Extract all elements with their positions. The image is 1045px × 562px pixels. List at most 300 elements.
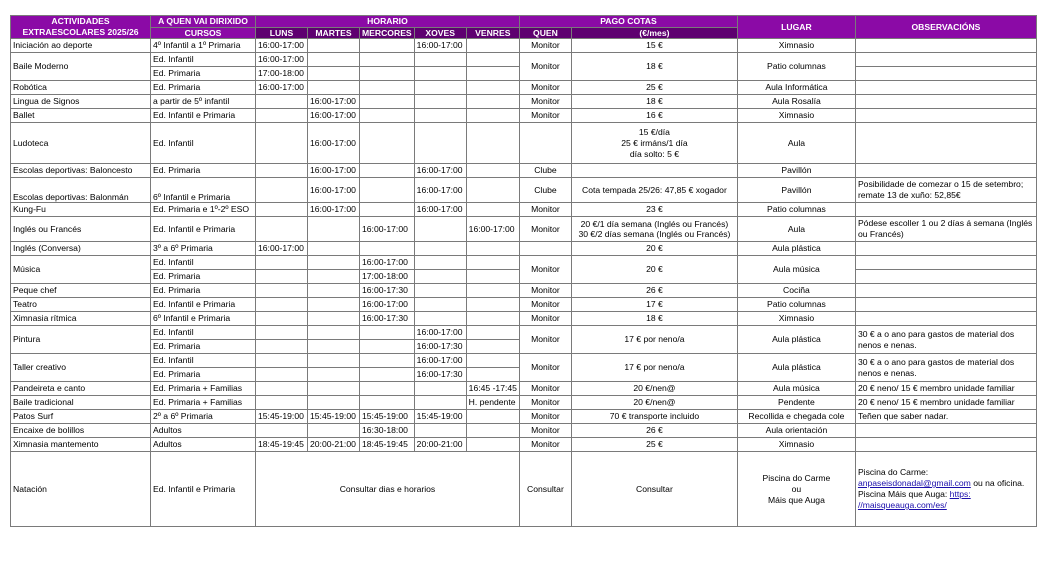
header-notes: OBSERVACIÓNS [855, 16, 1036, 39]
time-venres [466, 123, 519, 164]
course-cell: Ed. Infantil e Primaria [151, 452, 256, 527]
table-row [11, 123, 1037, 164]
course-cell: 6º Infantil e Primaria [151, 178, 256, 203]
course-cell: Ed. Primaria [151, 284, 256, 298]
who-cell: Monitor [519, 354, 571, 382]
who-cell: Monitor [519, 53, 571, 81]
place-cell: Aula [737, 217, 855, 242]
time-xoves: 20:00-21:00 [414, 438, 466, 452]
table-row [11, 109, 1037, 123]
course-cell: Ed. Primaria [151, 270, 256, 284]
notes-cell [855, 164, 1036, 178]
place-cell: Pavillón [737, 178, 855, 203]
time-martes [308, 242, 360, 256]
time-venres [466, 340, 519, 354]
fee-cell [571, 217, 737, 242]
place-cell: Aula plástica [737, 326, 855, 354]
activity-name: Peque chef [11, 284, 151, 298]
fee-cell: 20 € [571, 256, 737, 284]
course-cell: Ed. Infantil [151, 354, 256, 368]
time-luns [256, 326, 308, 340]
schedule-cell: Consultar dias e horarios [256, 452, 520, 527]
time-mercores: 16:00-17:30 [360, 284, 415, 298]
activity-name: Natación [11, 452, 151, 527]
time-venres [466, 203, 519, 217]
header-who: QUEN [519, 27, 571, 39]
notes-cell [855, 270, 1036, 284]
table-row [11, 424, 1037, 438]
place-cell: Pavillón [737, 164, 855, 178]
time-martes: 16:00-17:00 [308, 178, 360, 203]
fee-cell: 25 € [571, 81, 737, 95]
fee-cell: 70 € transporte incluido [571, 410, 737, 424]
time-xoves [414, 109, 466, 123]
fee-cell [571, 123, 737, 164]
place-cell: Patio columnas [737, 53, 855, 81]
time-venres [466, 164, 519, 178]
time-venres [466, 438, 519, 452]
fee-cell: 16 € [571, 109, 737, 123]
notes-cell [855, 256, 1036, 270]
course-cell: Adultos [151, 424, 256, 438]
activity-name: Ximnasia mantemento [11, 438, 151, 452]
time-venres [466, 284, 519, 298]
fee-cell: 15 € [571, 39, 737, 53]
fee-cell: 26 € [571, 284, 737, 298]
notes-cell: Teñen que saber nadar. [855, 410, 1036, 424]
table-row [11, 382, 1037, 396]
time-mercores [360, 382, 415, 396]
time-martes [308, 256, 360, 270]
time-venres [466, 39, 519, 53]
time-martes [308, 368, 360, 382]
time-martes [308, 312, 360, 326]
time-luns: 16:00-17:00 [256, 81, 308, 95]
time-mercores [360, 178, 415, 203]
time-luns [256, 424, 308, 438]
table-row [11, 95, 1037, 109]
who-cell: Monitor [519, 81, 571, 95]
who-cell: Monitor [519, 298, 571, 312]
time-martes [308, 39, 360, 53]
time-venres [466, 354, 519, 368]
place-cell: Aula música [737, 382, 855, 396]
table-row [11, 410, 1037, 424]
place-cell: Aula Rosalía [737, 95, 855, 109]
activity-name: Lingua de Signos [11, 95, 151, 109]
notes-cell: 30 € a o ano para gastos de material dos nenos e nenas. [855, 354, 1036, 382]
time-luns: 17:00-18:00 [256, 67, 308, 81]
notes-cell: Pódese escoller 1 ou 2 días á semana (Inglés ou Francés) [855, 217, 1036, 242]
time-venres [466, 242, 519, 256]
time-luns [256, 298, 308, 312]
time-xoves [414, 270, 466, 284]
time-xoves [414, 81, 466, 95]
who-cell: Monitor [519, 109, 571, 123]
time-luns [256, 312, 308, 326]
who-cell: Monitor [519, 410, 571, 424]
time-venres [466, 95, 519, 109]
course-cell: 4º Infantil a 1º Primaria [151, 39, 256, 53]
who-cell: Monitor [519, 326, 571, 354]
activity-name: Inglés (Conversa) [11, 242, 151, 256]
who-cell: Monitor [519, 382, 571, 396]
notes-cell [855, 298, 1036, 312]
activity-name: Ballet [11, 109, 151, 123]
time-xoves: 16:00-17:30 [414, 340, 466, 354]
header-place: LUGAR [737, 16, 855, 39]
time-xoves: 16:00-17:00 [414, 39, 466, 53]
header-day-luns: LUNS [256, 27, 308, 39]
time-mercores [360, 164, 415, 178]
time-mercores [360, 326, 415, 340]
table-row [11, 164, 1037, 178]
activity-name: Patos Surf [11, 410, 151, 424]
place-cell: Pendente [737, 396, 855, 410]
notes-cell: 20 € neno/ 15 € membro unidade familiar [855, 382, 1036, 396]
who-cell: Monitor [519, 39, 571, 53]
time-venres [466, 178, 519, 203]
time-luns [256, 217, 308, 242]
header-day-mercores: MERCORES [360, 27, 415, 39]
who-cell [519, 242, 571, 256]
who-cell: Clube [519, 164, 571, 178]
notes-text: Piscina Máis que Auga: [857, 489, 950, 499]
time-mercores [360, 39, 415, 53]
time-mercores: 16:00-17:00 [360, 217, 415, 242]
place-cell: Patio columnas [737, 298, 855, 312]
time-xoves: 16:00-17:30 [414, 368, 466, 382]
time-luns: 16:00-17:00 [256, 242, 308, 256]
activity-name: Inglés ou Francés [11, 217, 151, 242]
table-row [11, 452, 1037, 527]
time-mercores [360, 354, 415, 368]
table-row [11, 203, 1037, 217]
time-xoves: 16:00-17:00 [414, 164, 466, 178]
time-luns [256, 382, 308, 396]
notes-cell: 30 € a o ano para gastos de material dos nenos e nenas. [855, 326, 1036, 354]
notes-text: Piscina do Carme: [857, 467, 929, 477]
who-cell: Consultar [519, 452, 571, 527]
time-xoves [414, 53, 466, 67]
course-cell: Ed. Primaria + Familias [151, 382, 256, 396]
time-xoves [414, 298, 466, 312]
time-xoves [414, 396, 466, 410]
place-line: ou [791, 483, 802, 494]
time-xoves [414, 382, 466, 396]
notes-cell [855, 284, 1036, 298]
place-cell: Ximnasio [737, 438, 855, 452]
activity-name: Encaixe de bolillos [11, 424, 151, 438]
time-luns [256, 354, 308, 368]
course-cell: Ed. Infantil [151, 123, 256, 164]
fee-cell: 17 € por neno/a [571, 326, 737, 354]
header-activity: ACTIVIDADES EXTRAESCOLARES 2025/26 [11, 16, 151, 39]
place-cell: Aula orientación [737, 424, 855, 438]
course-cell: Adultos [151, 438, 256, 452]
notes-cell [855, 95, 1036, 109]
fee-cell: 25 € [571, 438, 737, 452]
course-cell: 3º a 6º Primaria [151, 242, 256, 256]
time-martes: 15:45-19:00 [308, 410, 360, 424]
header-day-martes: MARTES [308, 27, 360, 39]
who-cell: Monitor [519, 438, 571, 452]
time-mercores [360, 109, 415, 123]
time-mercores [360, 67, 415, 81]
time-martes [308, 354, 360, 368]
time-xoves [414, 424, 466, 438]
header-payment: PAGO COTAS [519, 16, 737, 28]
header-courses: CURSOS [151, 27, 256, 39]
header-audience: A QUEN VAI DIRIXIDO [151, 16, 256, 28]
activity-name: Taller creativo [11, 354, 151, 382]
time-venres: 16:45 -17:45 [466, 382, 519, 396]
who-cell: Monitor [519, 256, 571, 284]
activity-name: Ludoteca [11, 123, 151, 164]
time-venres [466, 410, 519, 424]
time-luns [256, 284, 308, 298]
time-xoves: 16:00-17:00 [414, 354, 466, 368]
time-mercores: 17:00-18:00 [360, 270, 415, 284]
time-luns [256, 256, 308, 270]
place-cell: Cociña [737, 284, 855, 298]
notes-cell [855, 203, 1036, 217]
fee-cell: 23 € [571, 203, 737, 217]
table-row [11, 81, 1037, 95]
who-cell: Monitor [519, 203, 571, 217]
time-xoves [414, 217, 466, 242]
fee-line: 30 €/2 días semana (Inglés ou Francés) [578, 229, 731, 239]
activity-name: Escolas deportivas: Baloncesto [11, 164, 151, 178]
course-cell: Ed. Primaria [151, 368, 256, 382]
time-martes [308, 67, 360, 81]
course-cell: Ed. Primaria + Familias [151, 396, 256, 410]
time-martes [308, 424, 360, 438]
time-martes [308, 284, 360, 298]
time-xoves [414, 312, 466, 326]
notes-cell [855, 242, 1036, 256]
table-row [11, 284, 1037, 298]
course-cell: a partir de 5º infantil [151, 95, 256, 109]
place-line: Máis que Auga [768, 494, 825, 505]
time-venres [466, 81, 519, 95]
time-xoves: 16:00-17:00 [414, 326, 466, 340]
who-cell: Monitor [519, 284, 571, 298]
time-luns: 16:00-17:00 [256, 39, 308, 53]
fee-cell: 20 €/nen@ [571, 382, 737, 396]
header-day-xoves: XOVES [414, 27, 466, 39]
who-cell: Monitor [519, 424, 571, 438]
course-cell: Ed. Infantil [151, 53, 256, 67]
place-cell: Patio columnas [737, 203, 855, 217]
activities-table-wrapper [10, 15, 1037, 527]
place-cell: Ximnasio [737, 39, 855, 53]
notes-cell [855, 109, 1036, 123]
time-martes [308, 270, 360, 284]
time-xoves [414, 284, 466, 298]
activity-name: Baile Moderno [11, 53, 151, 81]
fee-line: 15 €/día [638, 126, 670, 137]
fee-cell: 20 €/nen@ [571, 396, 737, 410]
activity-name: Ximnasia rítmica [11, 312, 151, 326]
time-martes: 16:00-17:00 [308, 203, 360, 217]
time-venres: 16:00-17:00 [466, 217, 519, 242]
notes-cell [855, 39, 1036, 53]
time-mercores [360, 123, 415, 164]
course-cell: 6º Infantil e Primaria [151, 312, 256, 326]
place-cell: Ximnasio [737, 109, 855, 123]
time-luns [256, 178, 308, 203]
time-mercores: 16:00-17:30 [360, 312, 415, 326]
place-cell: Recollida e chegada cole [737, 410, 855, 424]
table-row [11, 178, 1037, 203]
time-mercores [360, 81, 415, 95]
course-cell: Ed. Primaria [151, 67, 256, 81]
course-cell: Ed. Infantil e Primaria [151, 298, 256, 312]
notes-cell [855, 53, 1036, 67]
time-luns: 16:00-17:00 [256, 53, 308, 67]
table-row [11, 217, 1037, 242]
time-mercores [360, 203, 415, 217]
place-cell: Aula plástica [737, 354, 855, 382]
time-xoves [414, 95, 466, 109]
fee-cell: 18 € [571, 312, 737, 326]
fee-line: día solto: 5 € [629, 148, 680, 159]
time-venres [466, 298, 519, 312]
time-martes [308, 298, 360, 312]
time-xoves [414, 67, 466, 81]
who-cell: Monitor [519, 396, 571, 410]
place-line: Piscina do Carme [762, 472, 831, 483]
table-row [11, 256, 1037, 270]
table-row [11, 242, 1037, 256]
time-martes [308, 340, 360, 354]
website-link[interactable]: https: //maisqueauga.com/es/ [857, 489, 971, 510]
time-luns [256, 270, 308, 284]
activities-table [10, 15, 1037, 527]
time-mercores: 18:45-19:45 [360, 438, 415, 452]
course-cell: Ed. Primaria [151, 81, 256, 95]
activity-name: Kung-Fu [11, 203, 151, 217]
activity-name: Pintura [11, 326, 151, 354]
activity-name: Pandeireta e canto [11, 382, 151, 396]
time-martes: 20:00-21:00 [308, 438, 360, 452]
place-cell [737, 452, 855, 527]
fee-line: 20 €/1 día semana (Inglés ou Francés) [580, 218, 729, 229]
time-venres [466, 368, 519, 382]
course-cell: Ed. Infantil e Primaria [151, 217, 256, 242]
fee-cell: Cota tempada 25/26: 47,85 € xogador [571, 178, 737, 203]
time-mercores [360, 95, 415, 109]
notes-cell: 20 € neno/ 15 € membro unidade familiar [855, 396, 1036, 410]
course-cell: Ed. Primaria [151, 340, 256, 354]
time-mercores: 16:00-17:00 [360, 256, 415, 270]
course-cell: Ed. Infantil e Primaria [151, 109, 256, 123]
time-luns [256, 95, 308, 109]
time-mercores [360, 340, 415, 354]
time-martes [308, 382, 360, 396]
header-fee-unit: (€/mes) [571, 27, 737, 39]
table-row [11, 298, 1037, 312]
time-luns [256, 396, 308, 410]
activity-name: Teatro [11, 298, 151, 312]
header-row-1 [11, 16, 1037, 28]
fee-line: 25 € irmáns/1 día [621, 137, 688, 148]
time-luns [256, 123, 308, 164]
course-cell: Ed. Primaria e 1º-2º ESO [151, 203, 256, 217]
who-cell: Monitor [519, 312, 571, 326]
fee-cell: 18 € [571, 95, 737, 109]
table-row [11, 326, 1037, 340]
place-cell: Aula Informática [737, 81, 855, 95]
place-cell: Aula [737, 123, 855, 164]
time-mercores [360, 396, 415, 410]
time-mercores [360, 53, 415, 67]
time-martes [308, 81, 360, 95]
header-schedule: HORARIO [256, 16, 520, 28]
time-luns: 15:45-19:00 [256, 410, 308, 424]
time-martes: 16:00-17:00 [308, 123, 360, 164]
time-xoves: 16:00-17:00 [414, 203, 466, 217]
table-row [11, 312, 1037, 326]
time-venres [466, 67, 519, 81]
time-venres: H. pendente [466, 396, 519, 410]
fee-cell: 20 € [571, 242, 737, 256]
time-mercores [360, 242, 415, 256]
activity-name: Escolas deportivas: Balonmán [11, 178, 151, 203]
time-luns [256, 164, 308, 178]
time-xoves: 15:45-19:00 [414, 410, 466, 424]
email-link[interactable]: anpaseisdonadal@gmail.com [857, 478, 971, 488]
notes-cell [855, 438, 1036, 452]
time-martes [308, 396, 360, 410]
table-row [11, 53, 1037, 67]
notes-cell [855, 123, 1036, 164]
time-xoves [414, 242, 466, 256]
notes-cell [855, 312, 1036, 326]
time-luns [256, 203, 308, 217]
time-xoves [414, 256, 466, 270]
notes-cell [855, 67, 1036, 81]
place-cell: Aula música [737, 256, 855, 284]
fee-cell: 17 € por neno/a [571, 354, 737, 382]
time-luns [256, 368, 308, 382]
table-row [11, 354, 1037, 368]
who-cell: Monitor [519, 95, 571, 109]
place-cell: Ximnasio [737, 312, 855, 326]
activity-name: Iniciación ao deporte [11, 39, 151, 53]
notes-cell: Posibilidade de comezar o 15 de setembro; remate 13 de xuño: 52,85€ [855, 178, 1036, 203]
time-venres [466, 326, 519, 340]
time-luns [256, 340, 308, 354]
activity-name: Robótica [11, 81, 151, 95]
time-xoves: 16:00-17:00 [414, 178, 466, 203]
course-cell: 2º a 6º Primaria [151, 410, 256, 424]
time-luns [256, 109, 308, 123]
course-cell: Ed. Infantil [151, 256, 256, 270]
time-venres [466, 270, 519, 284]
time-mercores [360, 368, 415, 382]
fee-cell [571, 164, 737, 178]
time-martes [308, 217, 360, 242]
fee-cell: 26 € [571, 424, 737, 438]
time-venres [466, 256, 519, 270]
notes-text: ou na oficina. [970, 478, 1025, 488]
time-xoves [414, 123, 466, 164]
fee-cell: Consultar [571, 452, 737, 527]
table-row [11, 396, 1037, 410]
notes-cell [855, 424, 1036, 438]
